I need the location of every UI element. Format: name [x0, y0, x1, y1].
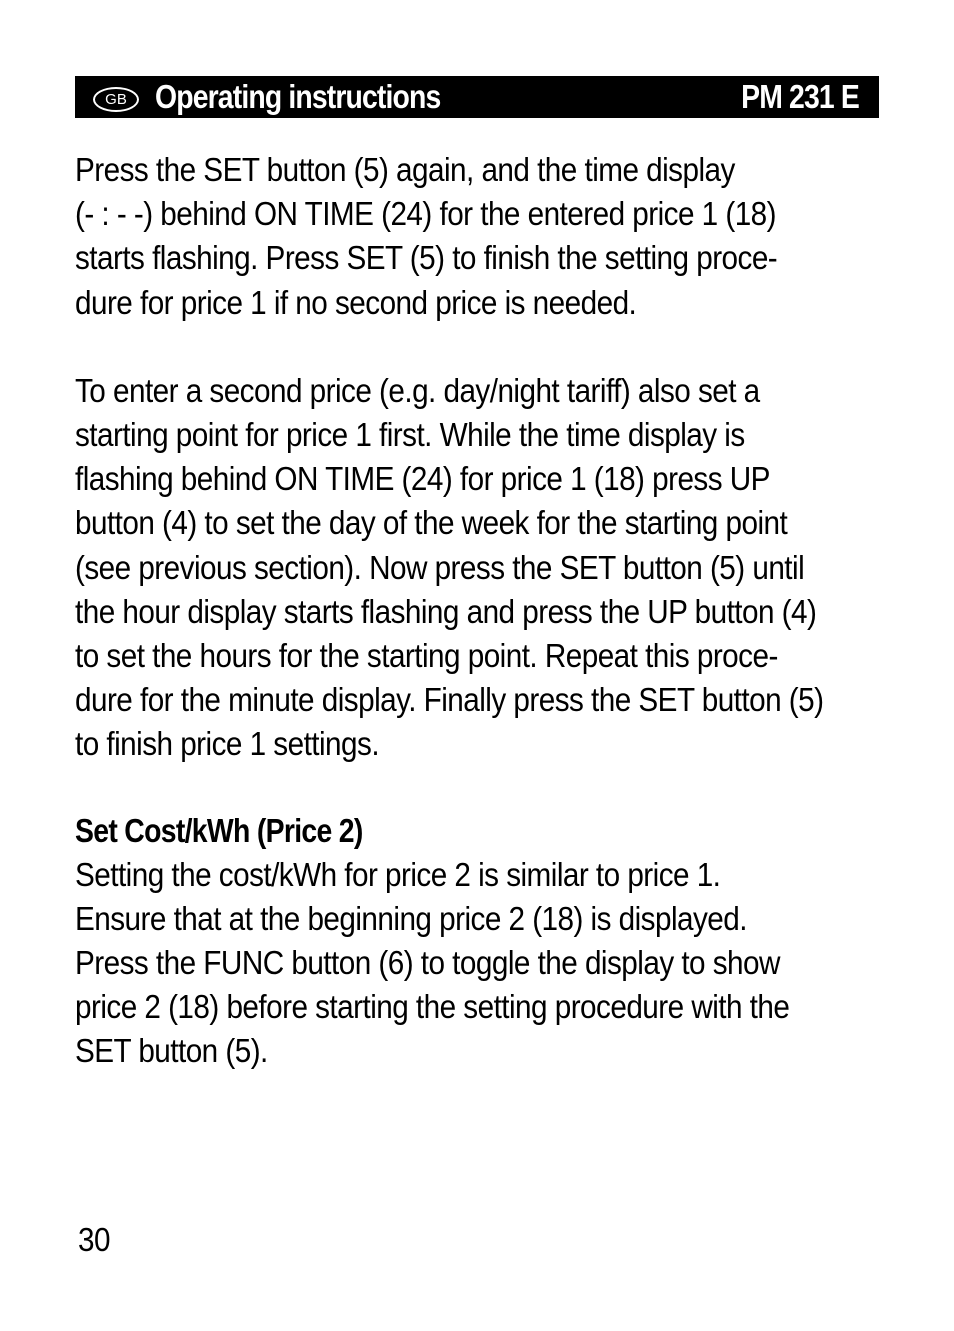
- text-line: Setting the cost/kWh for price 2 is similar to price 1.: [75, 855, 721, 893]
- text-line: starting point for price 1 first. While the time display is: [75, 416, 745, 454]
- text-line: Press the SET button (5) again, and the time display: [75, 151, 735, 188]
- text-line: starts flashing. Press SET (5) to finish the setting proce-: [75, 239, 778, 277]
- paragraph-spacer: [75, 767, 885, 809]
- paragraph-set-button-time: [75, 148, 885, 325]
- text-line: flashing behind ON TIME (24) for price 1 (18) press UP: [75, 460, 770, 498]
- text-line: price 2 (18) before starting the setting procedure with the: [75, 988, 790, 1026]
- language-badge: GB: [93, 87, 139, 112]
- header-bar: [75, 76, 879, 118]
- page-title: Operating instructions: [155, 78, 441, 115]
- text-line: dure for price 1 if no second price is needed.: [75, 283, 637, 321]
- text-line: to set the hours for the starting point. Repeat this proce-: [75, 637, 778, 675]
- paragraph-spacer: [75, 325, 885, 369]
- text-line: dure for the minute display. Finally press the SET button (5): [75, 681, 824, 719]
- model-number: PM 231 E: [741, 78, 859, 115]
- text-line: SET button (5).: [75, 1032, 268, 1070]
- text-line: button (4) to set the day of the week for the starting point: [75, 504, 788, 542]
- text-line: Ensure that at the beginning price 2 (18) is displayed.: [75, 899, 747, 937]
- page-number: 30: [78, 1221, 110, 1258]
- paragraph-second-price: [75, 369, 885, 767]
- text-line: Press the FUNC button (6) to toggle the display to show: [75, 944, 780, 982]
- text-line: to finish price 1 settings.: [75, 725, 380, 763]
- text-line: the hour display starts flashing and press the UP button (4): [75, 592, 817, 630]
- text-line: To enter a second price (e.g. day/night tariff) also set a: [75, 371, 760, 409]
- paragraph-price-2: [75, 853, 885, 1074]
- text-line: (see previous section). Now press the SET button (5) until: [75, 548, 805, 586]
- page-content: [75, 148, 885, 1074]
- text-line: (- : - -) behind ON TIME (24) for the entered price 1 (18): [75, 195, 777, 233]
- section-heading: Set Cost/kWh (Price 2): [75, 811, 363, 849]
